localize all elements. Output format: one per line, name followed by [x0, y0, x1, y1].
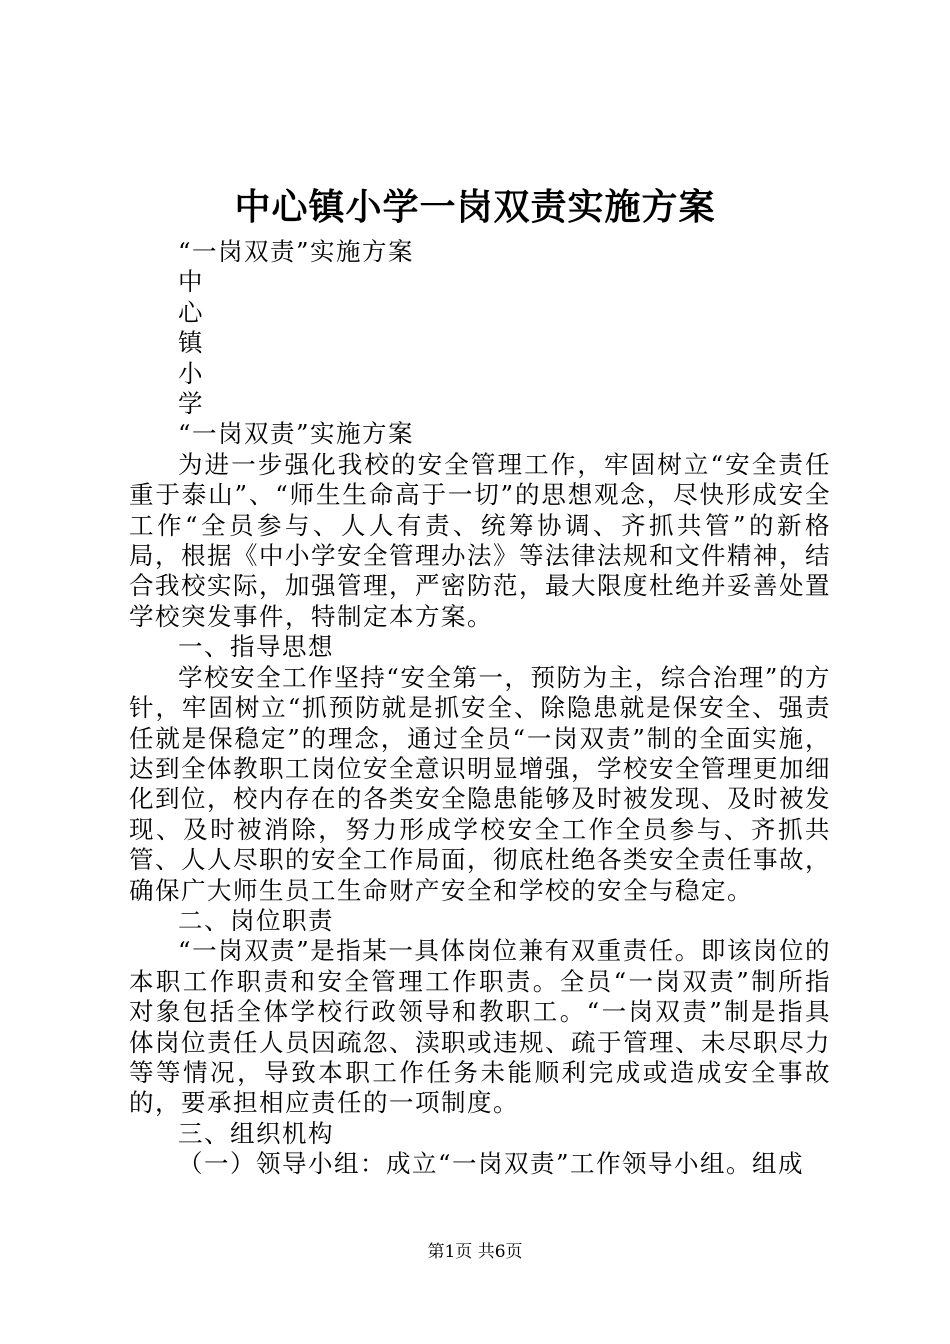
- vertical-school-name: [129, 267, 831, 419]
- paragraph-duties: “一岗双责”是指某一具体岗位兼有双重责任。即该岗位的本职工作职责和安全管理工作职责。全员“一岗双责”制所指对象包括全体学校行政领导和教职工。“一岗双责”制是指具体岗位责任人员因疏忽、渎职或违规、疏于管理、未尽职尽力等等情况，导致本职工作任务未能顺利完成或造成安全事故的，要承担相应责任的一项制度。: [129, 936, 831, 1118]
- paragraph-guiding-thought: 学校安全工作坚持“安全第一，预防为主，综合治理”的方针，牢固树立“抓预防就是抓安全、除隐患就是保安全、强责任就是保稳定”的理念，通过全员“一岗双责”制的全面实施，达到全体教职工岗位安全意识明显增强，学校安全管理更加细化到位，校内存在的各类安全隐患能够及时被发现、及时被发现、及时被消除，努力形成学校安全工作全员参与、齐抓共管、人人尽职的安全工作局面，彻底杜绝各类安全责任事故，确保广大师生员工生命财产安全和学校的安全与稳定。: [129, 662, 831, 905]
- document-title: 中心镇小学一岗双责实施方案: [234, 187, 716, 228]
- page-footer: 第1页 共6页: [427, 1242, 523, 1262]
- section-heading: 一、指导思想: [178, 632, 334, 662]
- vertical-char: 学: [178, 389, 204, 419]
- vertical-char: 心: [178, 297, 204, 327]
- section-heading: 三、组织机构: [178, 1118, 334, 1148]
- document-body: [129, 237, 831, 1180]
- subtitle-line: “一岗双责”实施方案: [178, 237, 415, 266]
- subtitle-line: “一岗双责”实施方案: [178, 419, 415, 449]
- section-heading: 二、岗位职责: [178, 905, 334, 935]
- vertical-char: 中: [178, 267, 204, 297]
- vertical-char: 镇: [178, 328, 204, 358]
- vertical-char: 小: [178, 358, 204, 388]
- paragraph-intro: 为进一步强化我校的安全管理工作，牢固树立“安全责任重于泰山”、“师生生命高于一切”的思想观念，尽快形成安全工作“全员参与、人人有责、统筹协调、齐抓共管”的新格局，根据《中小学安全管理办法》等法律法规和文件精神，结合我校实际，加强管理，严密防范，最大限度杜绝并妥善处置学校突发事件，特制定本方案。: [129, 449, 831, 631]
- paragraph-organization: （一）领导小组：成立“一岗双责”工作领导小组。组成: [178, 1149, 805, 1179]
